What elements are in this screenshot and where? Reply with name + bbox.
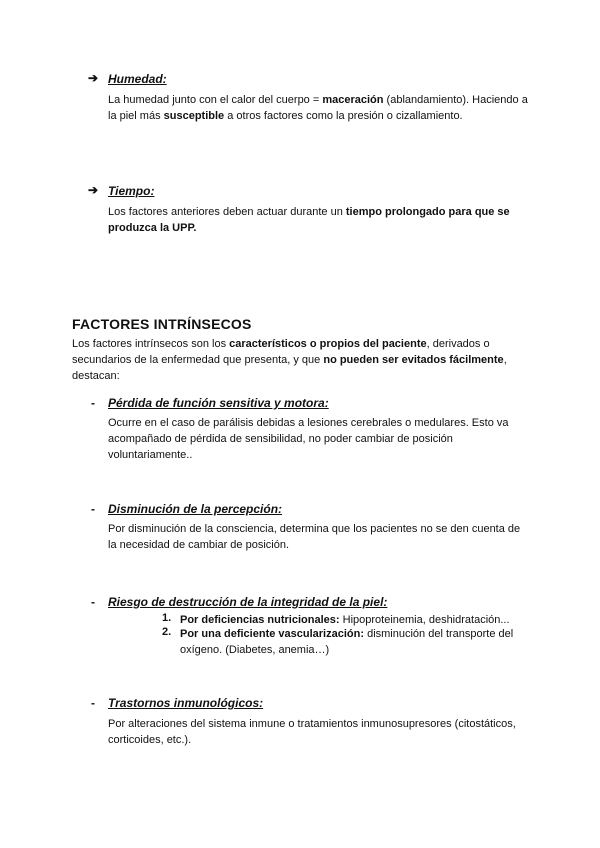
- paragraph-disminucion-percepcion: Por disminución de la consciencia, determina que los pacientes no se den cuenta de la necesidad de cambiar de posición.: [108, 523, 521, 551]
- list-number: 2.: [162, 626, 172, 638]
- list-item-vascularizacion: Por una deficiente vascularización: disminución del transporte del oxígeno. (Diabetes, anemia…): [180, 628, 514, 656]
- heading-trastornos-inmunologicos: Trastornos inmunológicos:: [108, 696, 264, 710]
- paragraph-tiempo: Los factores anteriores deben actuar durante un tiempo prolongado para que se produzca la UPP.: [108, 206, 510, 234]
- paragraph-humedad: La humedad junto con el calor del cuerpo = maceración (ablandamiento). Haciendo a la piel más susceptible a otros factores como la presión o cizallamiento.: [108, 94, 528, 122]
- dash-bullet-icon: -: [91, 595, 95, 609]
- heading-humedad: Humedad:: [108, 72, 167, 86]
- heading-riesgo-destruccion: Riesgo de destrucción de la integridad de la piel:: [108, 595, 388, 609]
- heading-perdida-funcion: Pérdida de función sensitiva y motora:: [108, 396, 329, 410]
- arrow-bullet-icon: ➔: [88, 71, 99, 85]
- dash-bullet-icon: -: [91, 396, 95, 410]
- dash-bullet-icon: -: [91, 502, 95, 516]
- list-item-nutricionales: Por deficiencias nutricionales: Hipoproteinemia, deshidratación...: [180, 614, 510, 626]
- list-number: 1.: [162, 612, 172, 624]
- heading-tiempo: Tiempo:: [108, 184, 155, 198]
- heading-disminucion-percepcion: Disminución de la percepción:: [108, 502, 283, 516]
- dash-bullet-icon: -: [91, 696, 95, 710]
- paragraph-trastornos-inmunologicos: Por alteraciones del sistema inmune o tratamientos inmunosupresores (citostáticos, corticoides, etc.).: [108, 718, 516, 746]
- section-title: FACTORES INTRÍNSECOS: [72, 316, 252, 332]
- paragraph-perdida-funcion: Ocurre en el caso de parálisis debidas a lesiones cerebrales o medulares. Esto va acompañado de pérdida de sensibilidad, no poder cambiar de posición voluntariamente..: [108, 417, 509, 461]
- paragraph-intrinsecos: Los factores intrínsecos son los característicos o propios del paciente, derivados o secundarios de la enfermedad que presenta, y que no pueden ser evitados fácilmente, destacan:: [72, 338, 507, 382]
- arrow-bullet-icon: ➔: [88, 183, 99, 197]
